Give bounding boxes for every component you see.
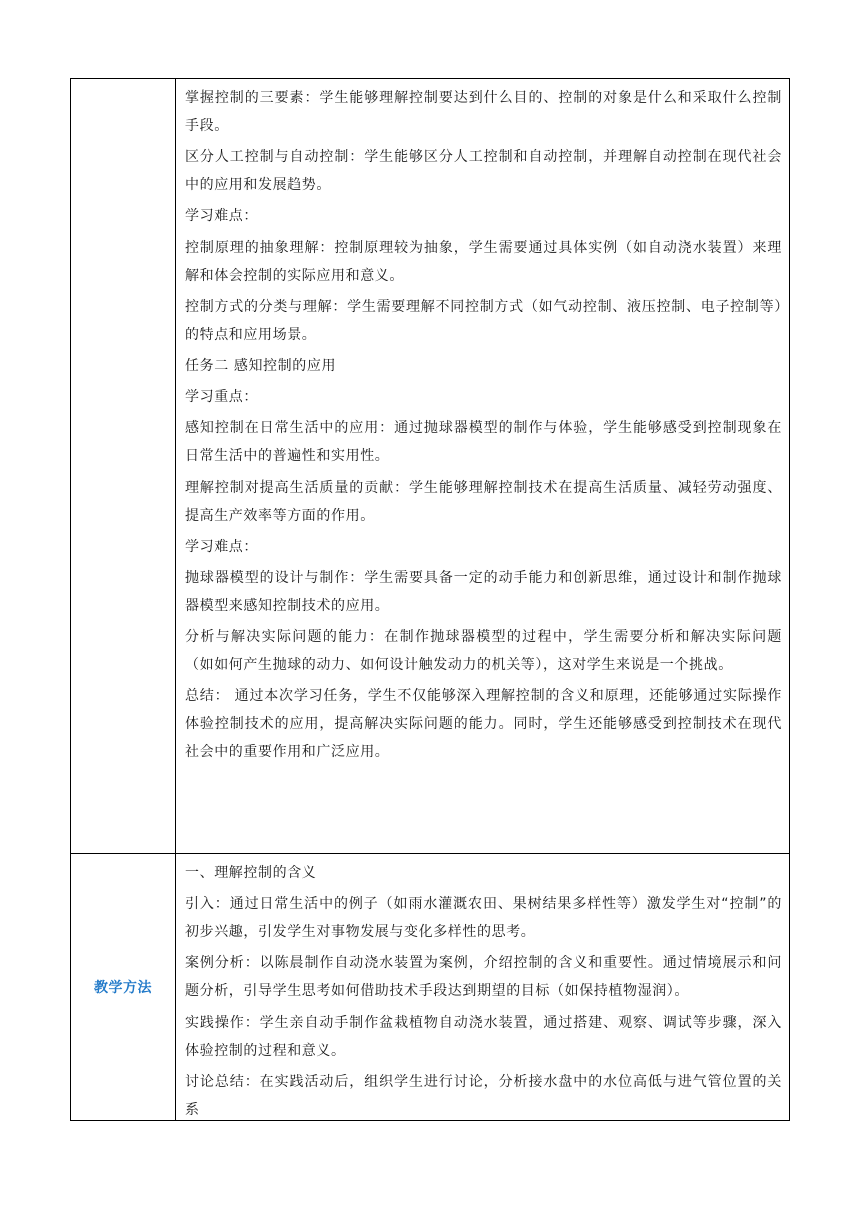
content-body <box>176 79 789 853</box>
lesson-plan-table <box>70 78 790 1121</box>
table-row-objectives <box>71 79 790 854</box>
paragraph-quality-of-life: 理解控制对提高生活质量的贡献：学生能够理解控制技术在提高生活质量、减轻劳动强度、提高生产效率等方面的作用。 <box>185 479 782 524</box>
paragraph-model-design: 抛球器模型的设计与制作：学生需要具备一定的动手能力和创新思维，通过设计和制作抛球器模型来感知控制技术的应用。 <box>185 569 782 614</box>
row-label <box>71 79 175 853</box>
row-label-cell-empty <box>71 79 176 854</box>
row-label-teaching-methods: 教学方法 <box>94 980 152 996</box>
paragraph-three-elements: 掌握控制的三要素：学生能够理解控制要达到什么目的、控制的对象是什么和采取什么控制手段。 <box>185 90 782 134</box>
row-content-cell <box>176 79 790 854</box>
paragraph-manual-vs-auto: 区分人工控制与自动控制：学生能够区分人工控制和自动控制，并理解自动控制在现代社会中的应用和发展趋势。 <box>185 149 782 194</box>
heading-key-points: 学习重点： <box>185 389 258 406</box>
row-label-cell <box>71 854 176 1121</box>
heading-difficulties: 学习难点： <box>185 208 258 225</box>
heading-understand-control: 一、理解控制的含义 <box>185 865 317 881</box>
heading-task-two: 任务二 感知控制的应用 <box>185 357 337 374</box>
paragraph-daily-applications: 感知控制在日常生活中的应用：通过抛球器模型的制作与体验，学生能够感受到控制现象在日常生活中的普遍性和实用性。 <box>185 420 782 465</box>
table-row-teaching-methods <box>71 854 790 1121</box>
row-content-cell-methods <box>176 854 790 1121</box>
paragraph-introduction: 引入：通过日常生活中的例子（如雨水灌溉农田、果树结果多样性等）激发学生对“控制”的初步兴趣，引发学生对事物发展与变化多样性的思考。 <box>185 896 782 941</box>
paragraph-practice: 实践操作：学生亲自动手制作盆栽植物自动浇水装置，通过搭建、观察、调试等步骤，深入体验控制的过程和意义。 <box>185 1014 782 1059</box>
heading-difficulties-2: 学习难点： <box>185 538 258 555</box>
paragraph-problem-solving: 分析与解决实际问题的能力：在制作抛球器模型的过程中，学生需要分析和解决实际问题（如如何产生抛球的动力、如何设计触发动力的机关等），这对学生来说是一个挑战。 <box>185 629 782 674</box>
paragraph-control-types: 控制方式的分类与理解：学生需要理解不同控制方式（如气动控制、液压控制、电子控制等）的特点和应用场景。 <box>185 298 782 343</box>
paragraph-abstract-principle: 控制原理的抽象理解：控制原理较为抽象，学生需要通过具体实例（如自动浇水装置）来理解和体会控制的实际应用和意义。 <box>185 239 782 284</box>
paragraph-summary: 总结： 通过本次学习任务，学生不仅能够深入理解控制的含义和原理，还能够通过实际操作体验控制技术的应用，提高解决实际问题的能力。同时，学生还能够感受到控制技术在现代社会中的重要作用和广泛应用。 <box>185 688 782 761</box>
paragraph-discussion: 讨论总结：在实践活动后，组织学生进行讨论，分析接水盘中的水位高低与进气管位置的关系 <box>185 1073 782 1118</box>
paragraph-case-analysis: 案例分析：以陈晨制作自动浇水装置为案例，介绍控制的含义和重要性。通过情境展示和问题分析，引导学生思考如何借助技术手段达到期望的目标（如保持植物湿润）。 <box>185 955 782 1000</box>
content-body-methods <box>176 854 789 1120</box>
